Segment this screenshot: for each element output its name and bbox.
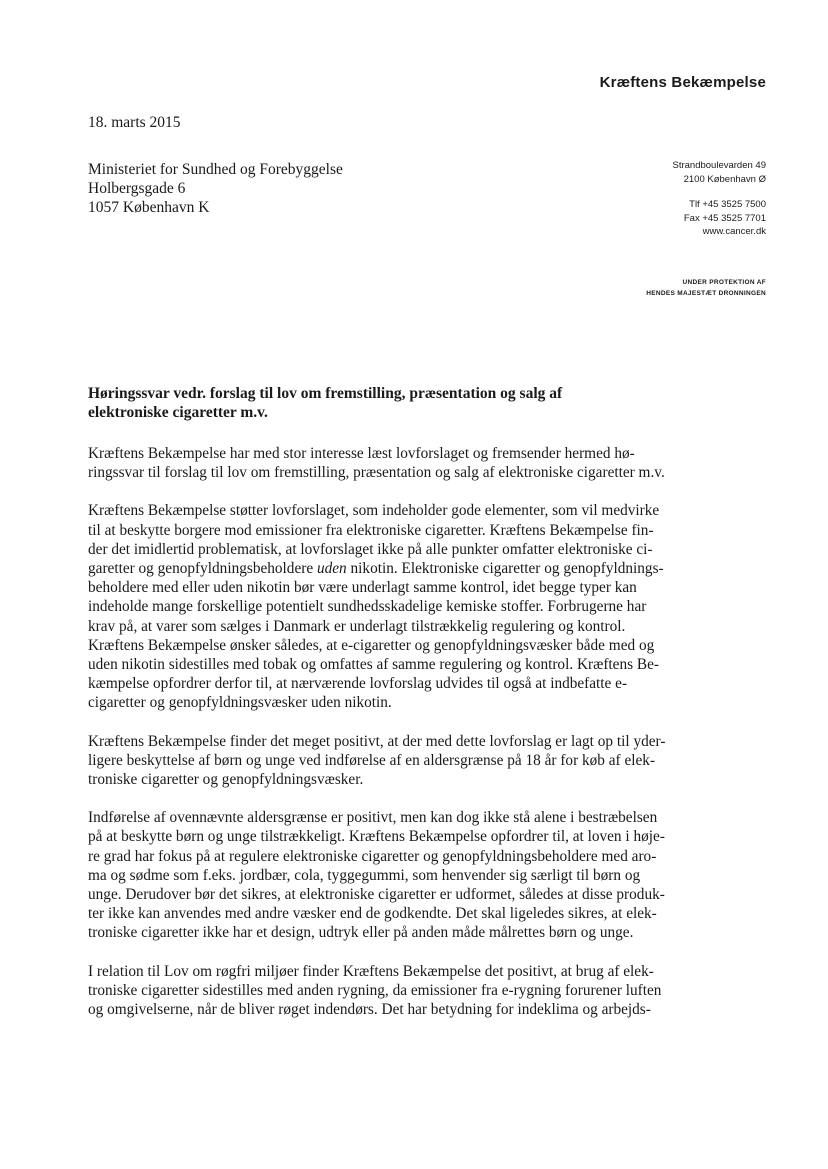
body-line: på at beskytte børn og unge tilstrækkeligt. Kræftens Bekæmpelse opfordrer til, at loven i høje- bbox=[88, 828, 665, 846]
body-line: Kræftens Bekæmpelse finder det meget positivt, at der med dette lovforslag er lagt op til yder- bbox=[88, 732, 666, 750]
body-line: ringssvar til forslag til lov om fremstilling, præsentation og salg af elektroniske cigaretter m.v. bbox=[88, 464, 665, 482]
body-line: krav på, at varer som sælges i Danmark er underlagt tilstrækkelig regulering og kontrol. bbox=[88, 617, 626, 635]
body-line: beholdere med eller uden nikotin bør være underlagt samme kontrol, idet begge typer kan bbox=[88, 579, 637, 597]
organization-name: Kræftens Bekæmpelse bbox=[599, 74, 766, 91]
body-line: og omgivelserne, når de bliver røget indendørs. Det har betydning for indeklima og arbejds- bbox=[88, 1001, 651, 1019]
letter-date: 18. marts 2015 bbox=[88, 114, 181, 131]
sender-phone: Tlf +45 3525 7500 bbox=[689, 199, 766, 210]
sender-address-line: 2100 København Ø bbox=[683, 173, 766, 185]
body-paragraph bbox=[88, 962, 748, 1020]
royal-patronage bbox=[646, 277, 766, 299]
recipient-line: Holbergsgade 6 bbox=[88, 180, 186, 197]
body-paragraph bbox=[88, 808, 748, 942]
body-line: cigaretter og genopfyldningsvæsker uden nikotin. bbox=[88, 694, 392, 712]
body-line: troniske cigaretter ikke har et design, udtryk eller på anden måde målrettes børn og unge. bbox=[88, 924, 634, 942]
body-line: Kræftens Bekæmpelse støtter lovforslaget, som indeholder gode elementer, som vil medvirke bbox=[88, 502, 660, 520]
subject-line: Høringssvar vedr. forslag til lov om fremstilling, præsentation og salg af bbox=[88, 385, 563, 402]
body-paragraph bbox=[88, 501, 748, 712]
recipient-line: 1057 København K bbox=[88, 199, 210, 216]
body-line: I relation til Lov om røgfri miljøer finder Kræftens Bekæmpelse det positivt, at brug af elek- bbox=[88, 962, 654, 980]
body-line: troniske cigaretter sidestilles med anden rygning, da emissioner fra e-rygning forurener luften bbox=[88, 981, 662, 999]
letter-subject bbox=[88, 384, 748, 422]
body-line: garetter og genopfyldningsbeholdere uden nikotin. Elektroniske cigaretter og genopfyldnings- bbox=[88, 560, 664, 578]
subject-line: elektroniske cigaretter m.v. bbox=[88, 404, 268, 421]
patronage-line: UNDER PROTEKTION AF bbox=[682, 279, 766, 286]
body-line: Indførelse af ovennævnte aldersgrænse er positivt, men kan dog ikke stå alene i bestræbelsen bbox=[88, 809, 658, 827]
body-line: der det imidlertid problematisk, at lovforslaget ikke på alle punkter omfatter elektroniske ci- bbox=[88, 540, 653, 558]
sender-fax: Fax +45 3525 7701 bbox=[683, 212, 766, 224]
body-line: uden nikotin sidestilles med tobak og omfattes af samme regulering og kontrol. Kræftens Be- bbox=[88, 656, 659, 674]
body-line: ter ikke kan anvendes med andre væsker end de godkendte. Det skal ligeledes sikres, at elek- bbox=[88, 905, 657, 923]
letter-body bbox=[88, 444, 748, 1038]
body-line: ma og sødme som f.eks. jordbær, cola, tyggegummi, som henvender sig særligt til børn og bbox=[88, 866, 641, 884]
patronage-line: HENDES MAJESTÆT DRONNINGEN bbox=[646, 290, 766, 297]
body-line: re grad har fokus på at regulere elektroniske cigaretter og genopfyldningsbeholdere med aro- bbox=[88, 847, 657, 865]
body-paragraph bbox=[88, 444, 748, 482]
body-paragraph bbox=[88, 732, 748, 790]
sender-address-line: Strandboulevarden 49 bbox=[672, 160, 766, 171]
body-line: Kræftens Bekæmpelse ønsker således, at e-cigaretter og genopfyldningsvæsker både med og bbox=[88, 636, 655, 654]
body-line: unge. Derudover bør det sikres, at elektroniske cigaretter er udformet, således at disse produk- bbox=[88, 886, 665, 904]
sender-contact-block bbox=[673, 159, 767, 239]
body-line: Kræftens Bekæmpelse har med stor interesse læst lovforslaget og fremsender hermed hø- bbox=[88, 445, 635, 462]
body-line: ligere beskyttelse af børn og unge ved indførelse af en aldersgrænse på 18 år for køb af elek- bbox=[88, 751, 656, 769]
recipient-address bbox=[88, 160, 343, 217]
body-line: troniske cigaretter og genopfyldningsvæsker. bbox=[88, 771, 364, 789]
body-line: indeholde mange forskellige potentielt sundhedsskadelige kemiske stoffer. Forbrugerne har bbox=[88, 598, 647, 616]
emphasis-word: uden bbox=[316, 560, 347, 578]
sender-website: www.cancer.dk bbox=[702, 226, 766, 237]
recipient-line: Ministeriet for Sundhed og Forebyggelse bbox=[88, 161, 343, 178]
body-line: til at beskytte borgere mod emissioner fra elektroniske cigaretter. Kræftens Bekæmpelse fin- bbox=[88, 521, 654, 539]
body-line: kæmpelse opfordrer derfor til, at nærværende lovforslag udvides til også at indbefatte e- bbox=[88, 675, 628, 693]
